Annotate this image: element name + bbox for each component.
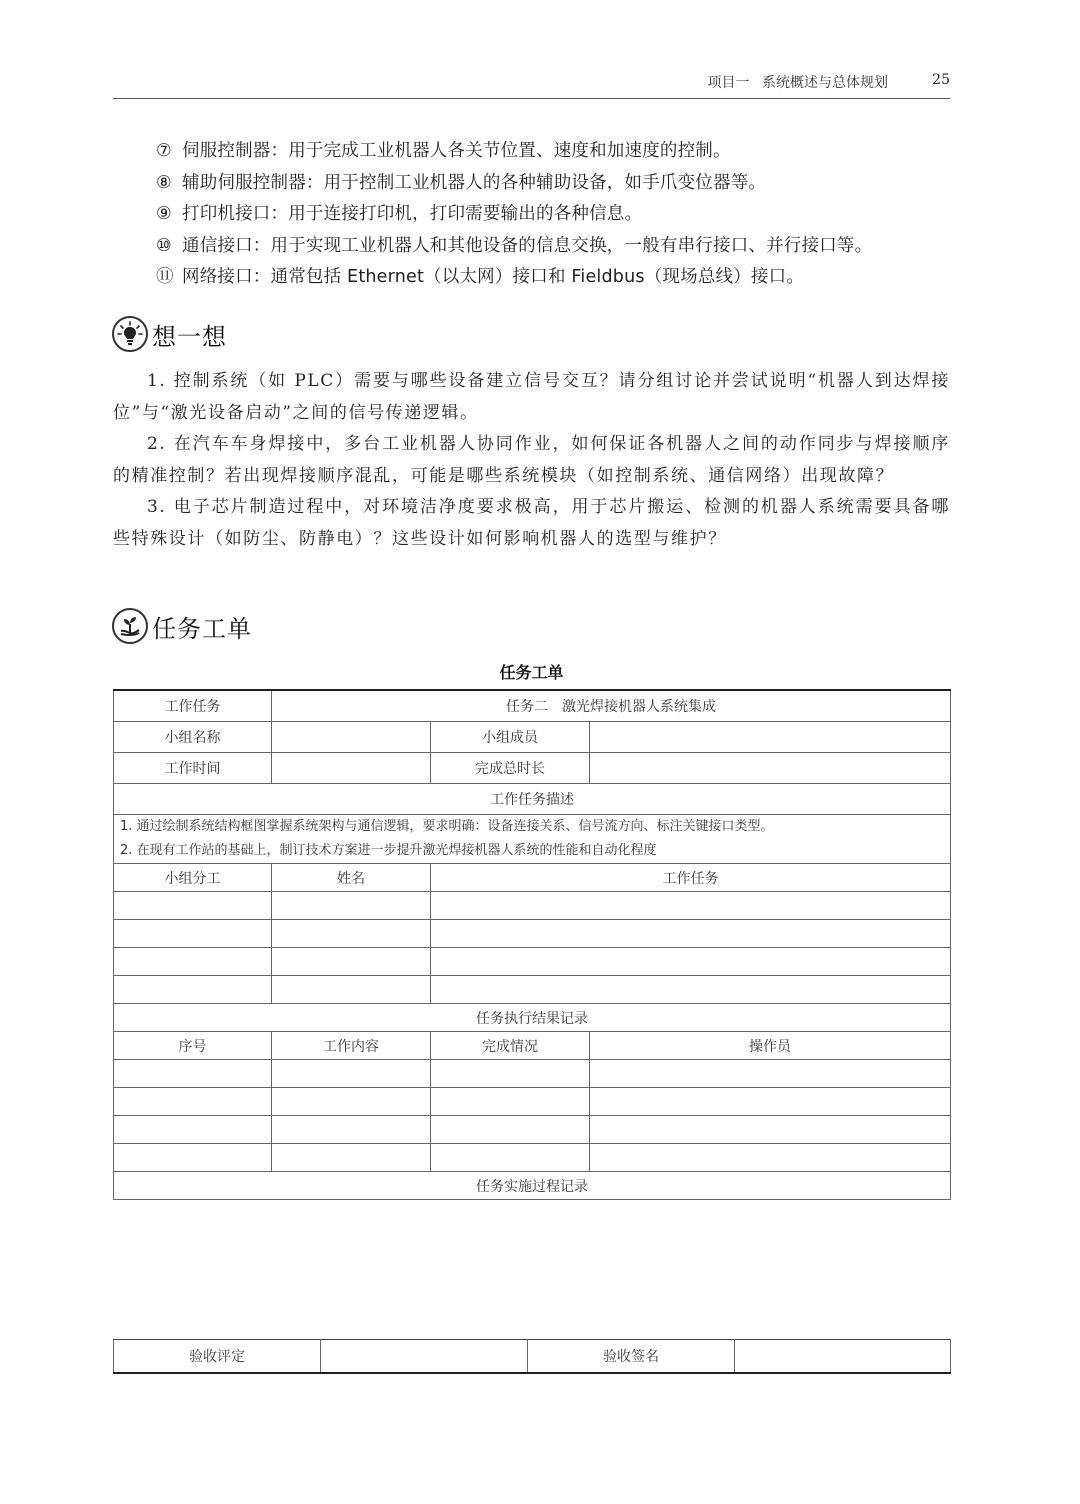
table-cell[interactable] bbox=[431, 892, 951, 920]
table-cell[interactable] bbox=[114, 1144, 272, 1172]
status-header: 完成情况 bbox=[431, 1032, 590, 1060]
table-row bbox=[114, 1172, 951, 1200]
table-cell[interactable] bbox=[590, 1144, 951, 1172]
item-text: 伺服控制器：用于完成工业机器人各关节位置、速度和加速度的控制。 bbox=[182, 141, 731, 161]
table-cell[interactable] bbox=[272, 1060, 431, 1088]
group-name-label: 小组名称 bbox=[114, 722, 272, 753]
acceptance-cell[interactable] bbox=[321, 1340, 528, 1374]
plant-hand-icon bbox=[112, 608, 148, 644]
table-cell[interactable] bbox=[431, 1060, 590, 1088]
task-value: 任务二 激光焊接机器人系统集成 bbox=[272, 690, 951, 722]
section-label: 系统概述与总体规划 bbox=[762, 75, 888, 91]
table-cell[interactable] bbox=[431, 1088, 590, 1116]
running-title bbox=[700, 72, 888, 92]
table-row bbox=[114, 1340, 951, 1374]
table-row bbox=[114, 1200, 951, 1327]
table-cell[interactable] bbox=[114, 920, 272, 948]
list-item bbox=[156, 262, 956, 294]
chapter-label: 项目一 bbox=[707, 75, 750, 91]
table-cell[interactable] bbox=[590, 1060, 951, 1088]
work-time-label: 工作时间 bbox=[114, 753, 272, 784]
item-number: ⑩ bbox=[156, 235, 172, 256]
table-row bbox=[114, 690, 951, 722]
item-text: 辅助伺服控制器：用于控制工业机器人的各种辅助设备，如手爪变位器等。 bbox=[182, 172, 767, 193]
page-number: 25 bbox=[932, 72, 950, 88]
item-number: ⑦ bbox=[156, 141, 172, 161]
group-members-cell[interactable] bbox=[590, 722, 951, 753]
think-questions bbox=[113, 366, 950, 555]
table-row bbox=[114, 892, 951, 920]
page-header bbox=[113, 66, 950, 99]
desc-line-2: 2. 在现有工作站的基础上，制订技术方案进一步提升激光焊接机器人系统的性能和自动化程度 bbox=[120, 843, 657, 858]
component-list bbox=[156, 136, 956, 294]
process-header: 任务实施过程记录 bbox=[114, 1172, 951, 1200]
total-time-label: 完成总时长 bbox=[431, 753, 590, 784]
table-row bbox=[114, 1004, 951, 1032]
division-header: 小组分工 bbox=[114, 864, 272, 892]
table-row bbox=[114, 753, 951, 784]
desc-line-1: 1. 通过绘制系统结构框图掌握系统架构与通信逻辑，要求明确：设备连接关系、信号流方向、标注关键接口类型。 bbox=[120, 819, 774, 834]
total-time-cell[interactable] bbox=[590, 753, 951, 784]
table-row bbox=[114, 1060, 951, 1088]
think-heading bbox=[112, 314, 227, 354]
process-record-area[interactable] bbox=[114, 1200, 951, 1327]
worksheet-table bbox=[113, 689, 951, 1326]
question-1: 1. 控制系统（如 PLC）需要与哪些设备建立信号交互？请分组讨论并尝试说明“机器人到达焊接位”与“激光设备启动”之间的信号传递逻辑。 bbox=[113, 371, 950, 423]
table-cell[interactable] bbox=[114, 1116, 272, 1144]
item-number: ⑨ bbox=[156, 204, 172, 224]
table-row bbox=[114, 864, 951, 892]
list-item bbox=[156, 168, 956, 200]
table-cell[interactable] bbox=[272, 976, 431, 1004]
table-row bbox=[114, 722, 951, 753]
table-cell[interactable] bbox=[114, 1088, 272, 1116]
table-cell[interactable] bbox=[431, 1116, 590, 1144]
lightbulb-icon bbox=[112, 316, 148, 352]
table-cell[interactable] bbox=[431, 1144, 590, 1172]
table-cell[interactable] bbox=[431, 948, 951, 976]
signature-cell[interactable] bbox=[735, 1340, 951, 1374]
table-row bbox=[114, 1116, 951, 1144]
table-row bbox=[114, 1032, 951, 1060]
signature-label: 验收签名 bbox=[528, 1340, 735, 1374]
table-cell[interactable] bbox=[114, 1060, 272, 1088]
desc-content bbox=[114, 815, 951, 864]
list-item bbox=[156, 136, 956, 168]
content-header: 工作内容 bbox=[272, 1032, 431, 1060]
table-row bbox=[114, 1144, 951, 1172]
table-cell[interactable] bbox=[590, 1116, 951, 1144]
operator-header: 操作员 bbox=[590, 1032, 951, 1060]
table-row bbox=[114, 948, 951, 976]
group-name-cell[interactable] bbox=[272, 722, 431, 753]
think-title: 想一想 bbox=[152, 322, 227, 351]
question-2: 2. 在汽车车身焊接中，多台工业机器人协同作业，如何保证各机器人之间的动作同步与焊接顺序的精准控制？若出现焊接顺序混乱，可能是哪些系统模块（如控制系统、通信网络）出现故障？ bbox=[113, 434, 950, 486]
table-row bbox=[114, 784, 951, 815]
table-cell[interactable] bbox=[272, 892, 431, 920]
acceptance-label: 验收评定 bbox=[114, 1340, 321, 1374]
worksheet-title: 任务工单 bbox=[152, 614, 252, 643]
table-cell[interactable] bbox=[272, 948, 431, 976]
item-number: ⑧ bbox=[156, 172, 172, 193]
table-cell[interactable] bbox=[114, 892, 272, 920]
worksheet-heading bbox=[112, 606, 252, 646]
item-number: ⑪ bbox=[156, 267, 174, 287]
task-label: 工作任务 bbox=[114, 690, 272, 722]
list-item bbox=[156, 199, 956, 231]
work-time-cell[interactable] bbox=[272, 753, 431, 784]
work-task-header: 工作任务 bbox=[431, 864, 951, 892]
table-cell[interactable] bbox=[431, 920, 951, 948]
item-text: 网络接口：通常包括 Ethernet（以太网）接口和 Fieldbus（现场总线）接口。 bbox=[182, 267, 805, 287]
table-row bbox=[114, 976, 951, 1004]
item-text: 通信接口：用于实现工业机器人和其他设备的信息交换，一般有串行接口、并行接口等。 bbox=[182, 235, 873, 256]
question-3: 3. 电子芯片制造过程中，对环境洁净度要求极高，用于芯片搬运、检测的机器人系统需要具备哪些特殊设计（如防尘、防静电）？这些设计如何影响机器人的选型与维护？ bbox=[113, 497, 950, 549]
table-cell[interactable] bbox=[590, 1088, 951, 1116]
result-header: 任务执行结果记录 bbox=[114, 1004, 951, 1032]
table-cell[interactable] bbox=[272, 1088, 431, 1116]
group-members-label: 小组成员 bbox=[431, 722, 590, 753]
item-text: 打印机接口：用于连接打印机，打印需要输出的各种信息。 bbox=[182, 204, 643, 224]
table-row bbox=[114, 1088, 951, 1116]
table-title: 任务工单 bbox=[499, 663, 564, 682]
table-cell[interactable] bbox=[272, 920, 431, 948]
table-cell[interactable] bbox=[272, 1116, 431, 1144]
seq-header: 序号 bbox=[114, 1032, 272, 1060]
acceptance-table bbox=[113, 1339, 951, 1374]
table-row bbox=[114, 815, 951, 864]
desc-header: 工作任务描述 bbox=[114, 784, 951, 815]
list-item bbox=[156, 231, 956, 263]
table-cell[interactable] bbox=[431, 976, 951, 1004]
table-row bbox=[114, 920, 951, 948]
name-header: 姓名 bbox=[272, 864, 431, 892]
table-cell[interactable] bbox=[272, 1144, 431, 1172]
table-cell[interactable] bbox=[114, 976, 272, 1004]
table-cell[interactable] bbox=[114, 948, 272, 976]
